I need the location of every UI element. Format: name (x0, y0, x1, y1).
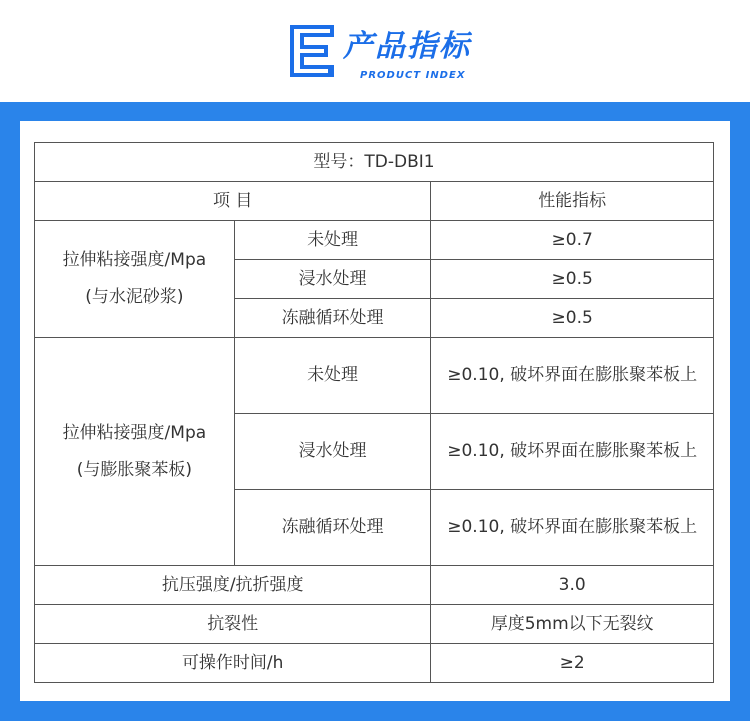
condition-cell: 冻融循环处理 (234, 490, 431, 566)
group-label-line: 拉伸粘接强度/Mpa (62, 422, 207, 443)
table-row (35, 605, 714, 644)
table-row (35, 566, 714, 605)
spec-table (34, 142, 714, 683)
condition-cell: 浸水处理 (234, 260, 431, 299)
page-subtitle: PRODUCT INDEX (360, 70, 466, 81)
value-cell: ≥0.10, 破坏界面在膨胀聚苯板上 (431, 338, 714, 414)
value-cell: ≥0.10, 破坏界面在膨胀聚苯板上 (431, 490, 714, 566)
item-cell: 抗压强度/抗折强度 (35, 566, 431, 605)
logo-e-icon (288, 23, 338, 79)
condition-cell: 浸水处理 (234, 414, 431, 490)
group-label (35, 338, 235, 566)
value-cell: ≥0.5 (431, 299, 714, 338)
group-label (35, 221, 235, 338)
value-cell: ≥0.10, 破坏界面在膨胀聚苯板上 (431, 414, 714, 490)
value-cell: 厚度5mm以下无裂纹 (431, 605, 714, 644)
value-cell: ≥2 (431, 644, 714, 683)
table-row (35, 143, 714, 182)
condition-cell: 冻融循环处理 (234, 299, 431, 338)
value-cell: ≥0.7 (431, 221, 714, 260)
column-header-value: 性能指标 (431, 182, 714, 221)
model-cell: 型号：TD-DBI1 (35, 143, 714, 182)
table-row (35, 644, 714, 683)
group-label-line: (与膨胀聚苯板) (76, 459, 192, 480)
group-label-line: 拉伸粘接强度/Mpa (62, 250, 207, 270)
value-cell: 3.0 (431, 566, 714, 605)
item-cell: 抗裂性 (35, 605, 431, 644)
group-label-line: (与水泥砂浆) (85, 287, 184, 307)
table-frame (0, 102, 750, 721)
condition-cell: 未处理 (234, 338, 431, 414)
page-title: 产品指标 (343, 29, 471, 64)
table-panel (20, 121, 730, 701)
item-cell: 可操作时间/h (35, 644, 431, 683)
column-header-item: 项 目 (35, 182, 431, 221)
table-row (35, 338, 714, 414)
table-header-row (35, 182, 714, 221)
table-row (35, 221, 714, 260)
value-cell: ≥0.5 (431, 260, 714, 299)
condition-cell: 未处理 (234, 221, 431, 260)
page-header (0, 0, 750, 102)
